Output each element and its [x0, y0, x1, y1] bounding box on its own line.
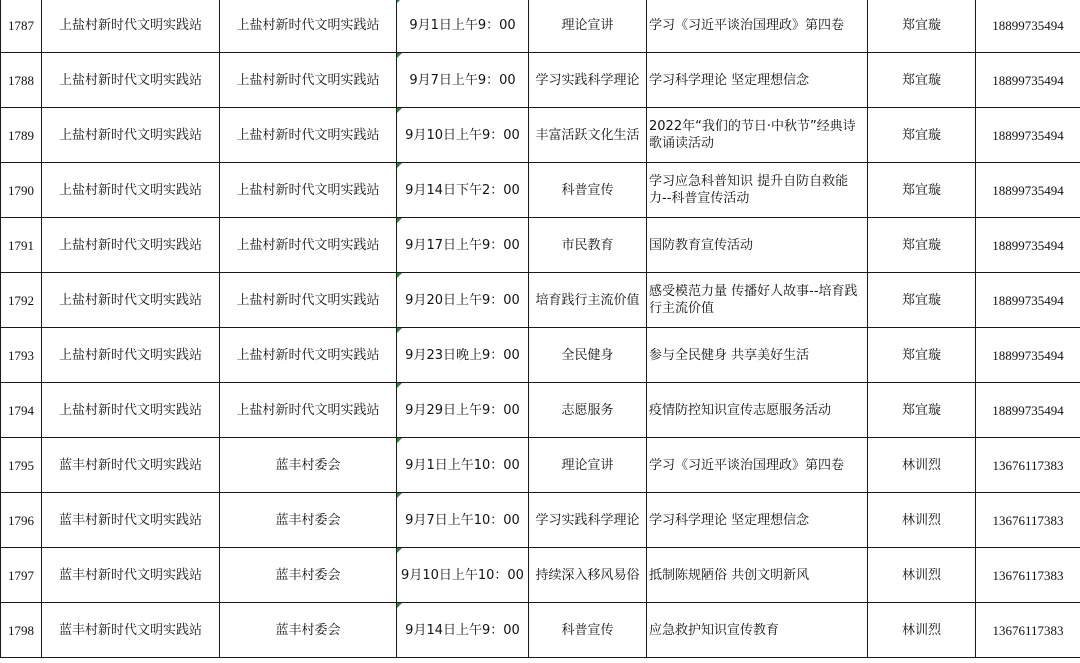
- topic-cell: 抵制陈规陋俗 共创文明新风: [647, 548, 868, 603]
- category-cell: 市民教育: [529, 218, 647, 273]
- topic-cell: 学习《习近平谈治国理政》第四卷: [647, 438, 868, 493]
- phone-cell: 18899735494: [976, 53, 1080, 108]
- location-cell: 蓝丰村委会: [220, 438, 397, 493]
- station-cell: 上盐村新时代文明实践站: [42, 53, 220, 108]
- contact-person-cell: 郑宜璇: [868, 108, 976, 163]
- row-number-cell: 1795: [1, 438, 42, 493]
- category-cell: 志愿服务: [529, 383, 647, 438]
- contact-person-cell: 郑宜璇: [868, 383, 976, 438]
- time-cell: 9月14日上午9：00: [397, 603, 529, 658]
- station-cell: 上盐村新时代文明实践站: [42, 328, 220, 383]
- location-cell: 上盐村新时代文明实践站: [220, 383, 397, 438]
- table-body: [1, 0, 1080, 658]
- contact-person-cell: 林训烈: [868, 548, 976, 603]
- table-row: [1, 383, 1080, 438]
- category-cell: 学习实践科学理论: [529, 53, 647, 108]
- topic-cell: 学习科学理论 坚定理想信念: [647, 53, 868, 108]
- topic-cell: 参与全民健身 共享美好生活: [647, 328, 868, 383]
- table-row: [1, 493, 1080, 548]
- phone-cell: 18899735494: [976, 218, 1080, 273]
- row-number-cell: 1787: [1, 0, 42, 53]
- time-cell: 9月7日上午10：00: [397, 493, 529, 548]
- contact-person-cell: 郑宜璇: [868, 0, 976, 53]
- category-cell: 丰富活跃文化生活: [529, 108, 647, 163]
- category-cell: 科普宣传: [529, 603, 647, 658]
- time-cell: 9月10日上午10：00: [397, 548, 529, 603]
- topic-cell: 疫情防控知识宣传志愿服务活动: [647, 383, 868, 438]
- topic-cell: 2022年“我们的节日·中秋节”经典诗歌诵读活动: [647, 108, 868, 163]
- location-cell: 蓝丰村委会: [220, 603, 397, 658]
- phone-cell: 18899735494: [976, 383, 1080, 438]
- topic-cell: 感受模范力量 传播好人故事--培育践行主流价值: [647, 273, 868, 328]
- time-cell: 9月20日上午9：00: [397, 273, 529, 328]
- phone-cell: 13676117383: [976, 603, 1080, 658]
- time-cell: 9月7日上午9：00: [397, 53, 529, 108]
- contact-person-cell: 郑宜璇: [868, 163, 976, 218]
- category-cell: 科普宣传: [529, 163, 647, 218]
- table-row: [1, 273, 1080, 328]
- time-cell: 9月14日下午2：00: [397, 163, 529, 218]
- location-cell: 上盐村新时代文明实践站: [220, 218, 397, 273]
- contact-person-cell: 林训烈: [868, 603, 976, 658]
- time-cell: 9月23日晚上9：00: [397, 328, 529, 383]
- phone-cell: 18899735494: [976, 273, 1080, 328]
- topic-cell: 国防教育宣传活动: [647, 218, 868, 273]
- table-row: [1, 0, 1080, 53]
- row-number-cell: 1790: [1, 163, 42, 218]
- contact-person-cell: 郑宜璇: [868, 218, 976, 273]
- station-cell: 蓝丰村新时代文明实践站: [42, 548, 220, 603]
- station-cell: 上盐村新时代文明实践站: [42, 0, 220, 53]
- station-cell: 蓝丰村新时代文明实践站: [42, 603, 220, 658]
- topic-cell: 学习《习近平谈治国理政》第四卷: [647, 0, 868, 53]
- phone-cell: 18899735494: [976, 328, 1080, 383]
- station-cell: 上盐村新时代文明实践站: [42, 383, 220, 438]
- table-row: [1, 218, 1080, 273]
- station-cell: 上盐村新时代文明实践站: [42, 273, 220, 328]
- location-cell: 上盐村新时代文明实践站: [220, 53, 397, 108]
- contact-person-cell: 林训烈: [868, 438, 976, 493]
- location-cell: 上盐村新时代文明实践站: [220, 108, 397, 163]
- contact-person-cell: 郑宜璇: [868, 273, 976, 328]
- station-cell: 上盐村新时代文明实践站: [42, 163, 220, 218]
- phone-cell: 18899735494: [976, 163, 1080, 218]
- time-cell: 9月1日上午9：00: [397, 0, 529, 53]
- contact-person-cell: 郑宜璇: [868, 53, 976, 108]
- table-row: [1, 53, 1080, 108]
- station-cell: 蓝丰村新时代文明实践站: [42, 438, 220, 493]
- location-cell: 上盐村新时代文明实践站: [220, 163, 397, 218]
- category-cell: 理论宣讲: [529, 0, 647, 53]
- station-cell: 上盐村新时代文明实践站: [42, 218, 220, 273]
- category-cell: 全民健身: [529, 328, 647, 383]
- phone-cell: 18899735494: [976, 0, 1080, 53]
- topic-cell: 学习应急科普知识 提升自防自救能力--科普宣传活动: [647, 163, 868, 218]
- time-cell: 9月10日上午9：00: [397, 108, 529, 163]
- phone-cell: 13676117383: [976, 438, 1080, 493]
- category-cell: 理论宣讲: [529, 438, 647, 493]
- table-row: [1, 108, 1080, 163]
- phone-cell: 13676117383: [976, 548, 1080, 603]
- contact-person-cell: 林训烈: [868, 493, 976, 548]
- category-cell: 持续深入移风易俗: [529, 548, 647, 603]
- row-number-cell: 1798: [1, 603, 42, 658]
- topic-cell: 学习科学理论 坚定理想信念: [647, 493, 868, 548]
- row-number-cell: 1791: [1, 218, 42, 273]
- table-row: [1, 163, 1080, 218]
- category-cell: 培育践行主流价值: [529, 273, 647, 328]
- row-number-cell: 1792: [1, 273, 42, 328]
- row-number-cell: 1793: [1, 328, 42, 383]
- table-row: [1, 603, 1080, 658]
- row-number-cell: 1794: [1, 383, 42, 438]
- row-number-cell: 1788: [1, 53, 42, 108]
- location-cell: 上盐村新时代文明实践站: [220, 0, 397, 53]
- row-number-cell: 1796: [1, 493, 42, 548]
- row-number-cell: 1789: [1, 108, 42, 163]
- time-cell: 9月29日上午9：00: [397, 383, 529, 438]
- topic-cell: 应急救护知识宣传教育: [647, 603, 868, 658]
- station-cell: 蓝丰村新时代文明实践站: [42, 493, 220, 548]
- contact-person-cell: 郑宜璇: [868, 328, 976, 383]
- table-row: [1, 548, 1080, 603]
- time-cell: 9月1日上午10：00: [397, 438, 529, 493]
- time-cell: 9月17日上午9：00: [397, 218, 529, 273]
- phone-cell: 13676117383: [976, 493, 1080, 548]
- location-cell: 蓝丰村委会: [220, 493, 397, 548]
- table-row: [1, 328, 1080, 383]
- row-number-cell: 1797: [1, 548, 42, 603]
- location-cell: 蓝丰村委会: [220, 548, 397, 603]
- location-cell: 上盐村新时代文明实践站: [220, 273, 397, 328]
- station-cell: 上盐村新时代文明实践站: [42, 108, 220, 163]
- location-cell: 上盐村新时代文明实践站: [220, 328, 397, 383]
- category-cell: 学习实践科学理论: [529, 493, 647, 548]
- table-row: [1, 438, 1080, 493]
- phone-cell: 18899735494: [976, 108, 1080, 163]
